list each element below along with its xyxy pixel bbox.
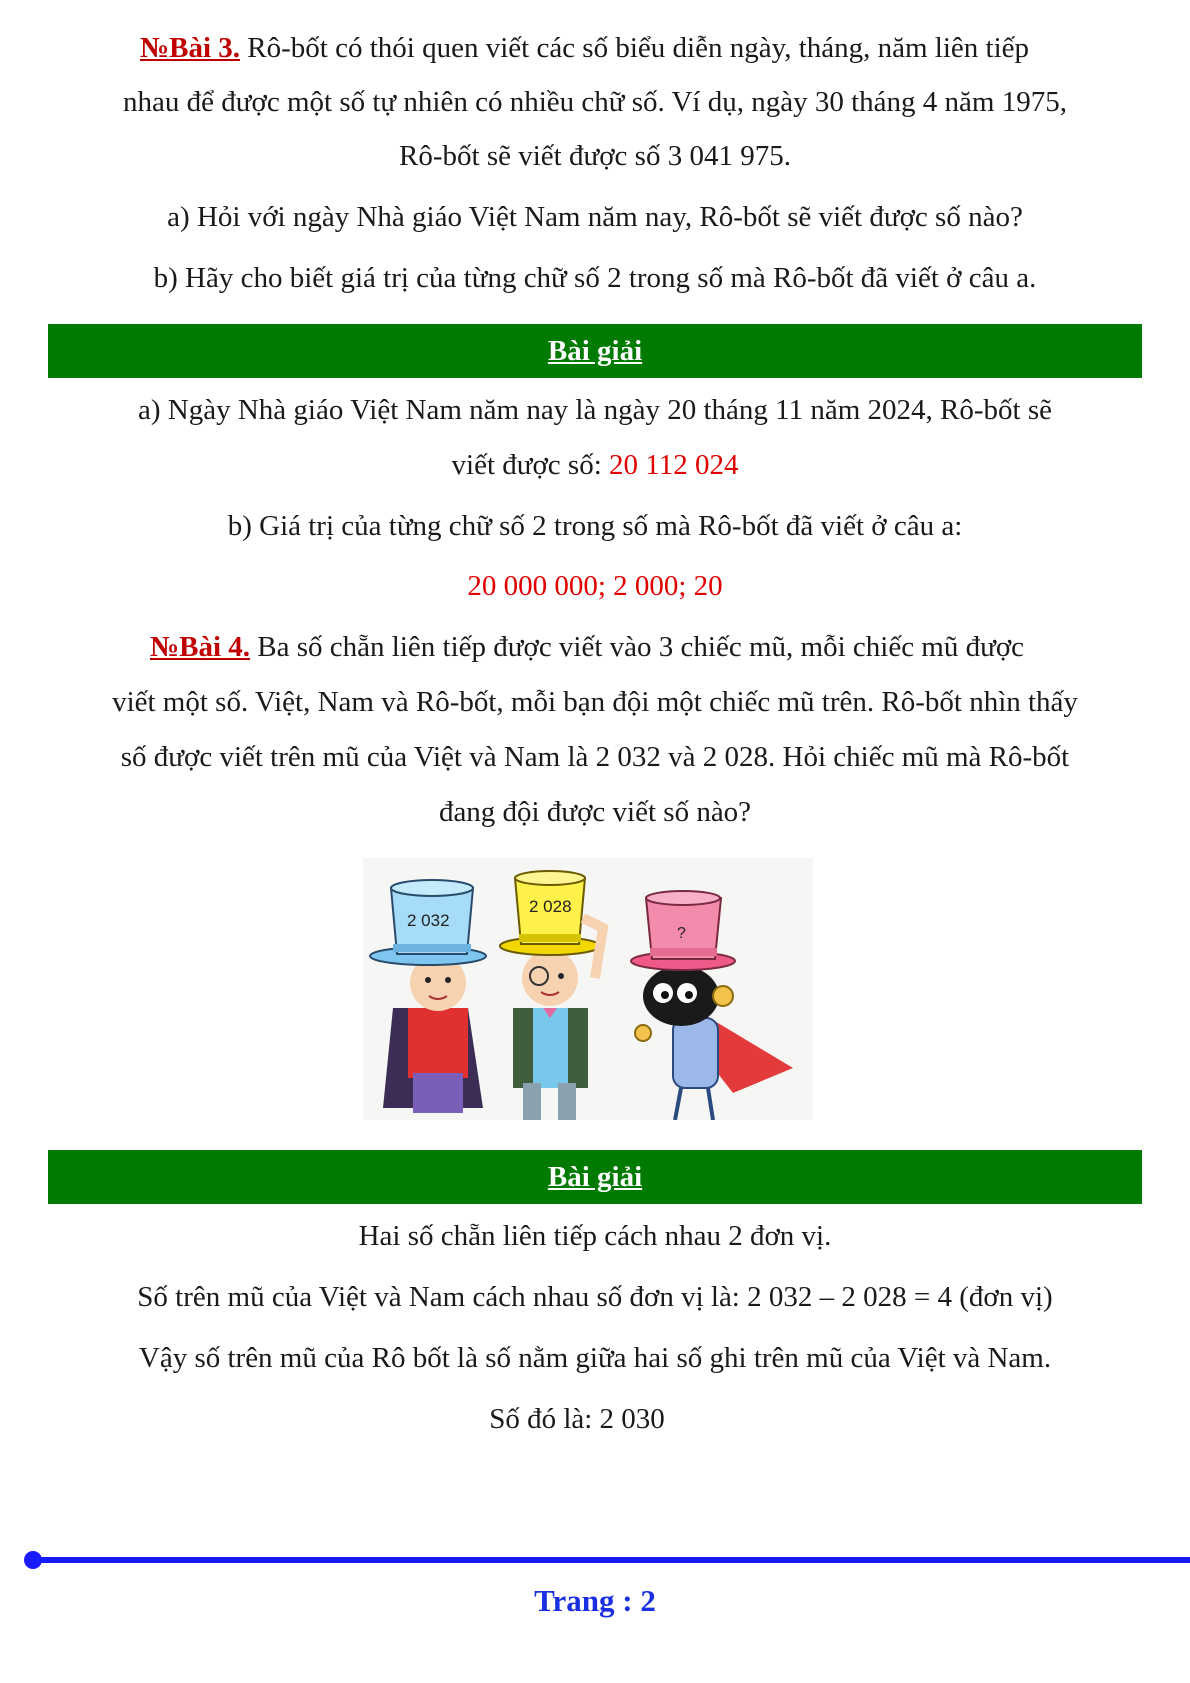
problem4-line4: đang đội được viết số nào? [438, 796, 752, 828]
problem3-label: №Bài 3. [140, 32, 241, 64]
footer-rule-dot [24, 1551, 42, 1569]
problem4-line1 [150, 627, 1150, 667]
problem4-text-1: Ba số chẵn liên tiếp được viết vào 3 chiếc mũ, mỗi chiếc mũ được [250, 631, 1025, 663]
hat2-label: 2 028 [529, 897, 572, 916]
solution4-line3: Vậy số trên mũ của Rô bốt là số nằm giữa hai số ghi trên mũ của Việt và Nam. [138, 1342, 1052, 1374]
problem3-line2: nhau để được một số tự nhiên có nhiều chữ số. Ví dụ, ngày 30 tháng 4 năm 1975, [123, 86, 1067, 118]
solution4-banner [48, 1150, 1142, 1204]
solution3-a-prefix: viết được số: [451, 449, 610, 481]
problem3-question-a: a) Hỏi với ngày Nhà giáo Việt Nam năm nay, Rô-bốt sẽ viết được số nào? [167, 201, 1023, 233]
solution3-a-line2 [0, 445, 1190, 485]
solution3-a-line1: a) Ngày Nhà giáo Việt Nam năm nay là ngày 20 tháng 11 năm 2024, Rô-bốt sẽ [138, 394, 1052, 426]
problem4-line3: số được viết trên mũ của Việt và Nam là 2 032 và 2 028. Hỏi chiếc mũ mà Rô-bốt [120, 741, 1070, 773]
problem3-text-1: Rô-bốt có thói quen viết các số biểu diễn ngày, tháng, năm liên tiếp [240, 32, 1030, 64]
problem3-question-b: b) Hãy cho biết giá trị của từng chữ số 2 trong số mà Rô-bốt đã viết ở câu a. [153, 262, 1037, 294]
footer-rule [26, 1557, 1190, 1563]
solution4-line4: Số đó là: 2 030 [489, 1403, 665, 1435]
hats-illustration [363, 858, 813, 1120]
solution4-line2: Số trên mũ của Việt và Nam cách nhau số đơn vị là: 2 032 – 2 028 = 4 (đơn vị) [137, 1281, 1053, 1313]
solution4-line1: Hai số chẵn liên tiếp cách nhau 2 đơn vị. [358, 1220, 832, 1252]
problem3-line1 [140, 28, 1140, 68]
solution3-banner [48, 324, 1142, 378]
solution4-title: Bài giải [547, 1161, 643, 1193]
hat1-label: 2 032 [407, 911, 450, 930]
solution3-a-answer: 20 112 024 [609, 449, 739, 481]
problem3-line3: Rô-bốt sẽ viết được số 3 041 975. [399, 140, 791, 172]
problem4-label: №Bài 4. [150, 631, 251, 663]
problem4-line2: viết một số. Việt, Nam và Rô-bốt, mỗi bạn đội một chiếc mũ trên. Rô-bốt nhìn thấy [112, 686, 1078, 718]
solution3-title: Bài giải [547, 335, 643, 367]
hat3-label: ? [677, 925, 686, 942]
hats-illustration-svg [363, 858, 813, 1120]
solution3-b-answer: 20 000 000; 2 000; 20 [467, 570, 723, 602]
page-number: Trang : 2 [534, 1583, 656, 1618]
solution3-b-line: b) Giá trị của từng chữ số 2 trong số mà Rô-bốt đã viết ở câu a: [227, 510, 963, 542]
